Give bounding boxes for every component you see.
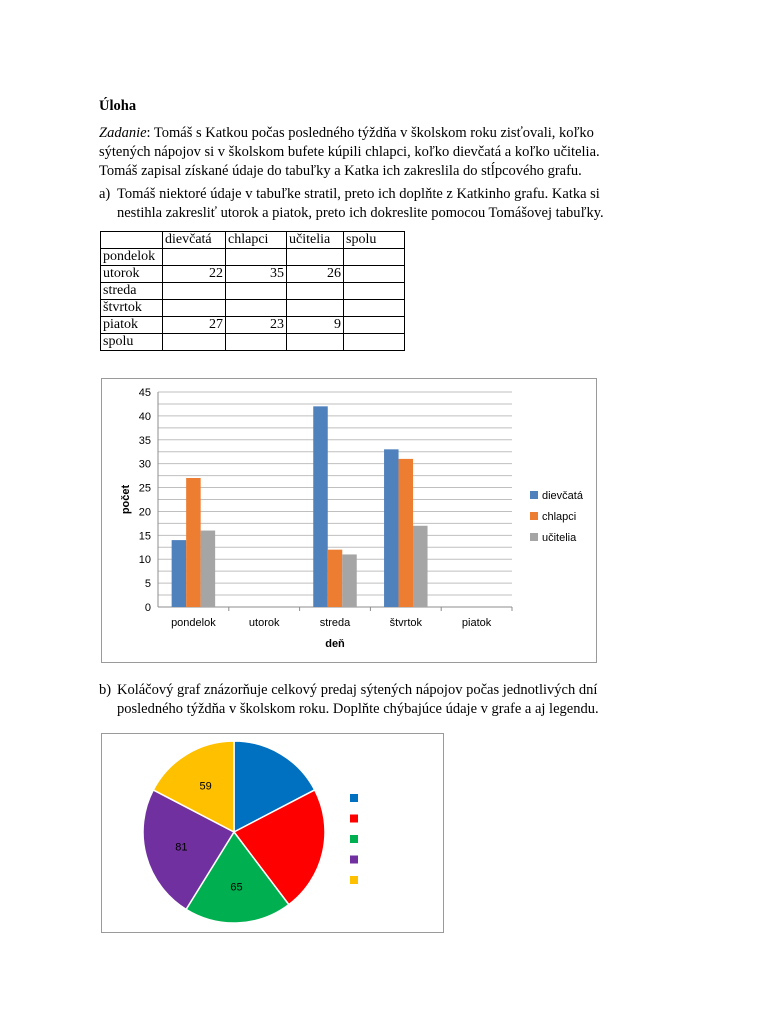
data-table — [100, 231, 405, 351]
bar — [384, 449, 399, 607]
table-header-row — [101, 232, 405, 249]
table-cell[interactable] — [344, 334, 405, 351]
table-cell[interactable] — [344, 317, 405, 334]
legend-label: učitelia — [542, 532, 577, 544]
intro-line-2: sýtených nápojov si v školskom bufete kúpili chlapci, koľko dievčatá a koľko učitelia. — [99, 144, 600, 160]
bar — [413, 526, 428, 607]
x-tick-label: streda — [319, 617, 351, 629]
table-row — [101, 317, 405, 334]
table-row — [101, 334, 405, 351]
table-row-label: pondelok — [101, 249, 163, 266]
table-cell[interactable] — [287, 334, 344, 351]
table-header-cell: učitelia — [287, 232, 344, 249]
y-tick-label: 25 — [138, 482, 151, 495]
task-title: Úloha — [99, 98, 137, 114]
intro-line-1: Zadanie: Tomáš s Katkou počas posledného týždňa v školskom roku zisťovali, koľko — [99, 125, 594, 141]
pie-data-label: 81 — [175, 841, 188, 854]
task-a-line-1: Tomáš niektoré údaje v tabuľke stratil, preto ich doplňte z Katkinho grafu. Katka si — [117, 186, 600, 202]
y-tick-label: 45 — [138, 387, 151, 399]
table-cell[interactable] — [287, 300, 344, 317]
bar — [342, 554, 357, 607]
bar — [399, 459, 414, 607]
pie-chart — [102, 734, 443, 932]
table-row — [101, 283, 405, 300]
x-tick-label: utorok — [248, 617, 280, 629]
pie-data-label: 65 — [230, 881, 243, 894]
table-cell[interactable] — [226, 283, 287, 300]
task-a-text — [117, 185, 657, 223]
table-cell[interactable] — [226, 249, 287, 266]
bar-chart-frame — [101, 378, 597, 663]
x-axis-title: deň — [325, 638, 345, 650]
table-cell[interactable]: 27 — [163, 317, 226, 334]
pie-chart-frame — [101, 733, 444, 933]
legend-label: dievčatá — [542, 490, 583, 502]
table-cell[interactable]: 35 — [226, 266, 287, 283]
table-cell[interactable] — [226, 334, 287, 351]
legend-label: chlapci — [542, 511, 577, 523]
bar — [172, 540, 187, 607]
bar-chart — [102, 379, 596, 662]
table-cell[interactable] — [344, 300, 405, 317]
bar — [201, 531, 216, 607]
table-cell[interactable] — [287, 283, 344, 300]
task-b-marker: b) — [99, 682, 112, 698]
legend-swatch — [350, 794, 358, 802]
table-cell[interactable] — [344, 266, 405, 283]
table-header-cell: dievčatá — [163, 232, 226, 249]
y-axis-title: počet — [120, 484, 132, 515]
table-row — [101, 266, 405, 283]
task-b-text — [117, 681, 657, 719]
legend-swatch — [530, 491, 538, 499]
y-tick-label: 10 — [138, 554, 151, 567]
bar — [186, 478, 201, 607]
table-header-cell: spolu — [344, 232, 405, 249]
table-cell[interactable]: 9 — [287, 317, 344, 334]
table-row-label: streda — [101, 283, 163, 300]
y-tick-label: 5 — [144, 578, 151, 591]
table-cell[interactable] — [344, 249, 405, 266]
intro-label: Zadanie — [99, 125, 147, 141]
table-header-cell: chlapci — [226, 232, 287, 249]
y-tick-label: 15 — [138, 530, 151, 543]
legend-swatch — [530, 512, 538, 520]
table-row — [101, 300, 405, 317]
table-cell[interactable] — [226, 300, 287, 317]
table-cell[interactable]: 26 — [287, 266, 344, 283]
task-a-line-2: nestihla zakresliť utorok a piatok, preto ich dokreslite pomocou Tomášovej tabuľky. — [117, 205, 604, 221]
y-tick-label: 0 — [144, 602, 151, 614]
task-b-line-1: Koláčový graf znázorňuje celkový predaj sýtených nápojov počas jednotlivých dní — [117, 682, 598, 698]
bar — [313, 406, 328, 607]
table-cell[interactable] — [163, 283, 226, 300]
pie-data-label: 59 — [199, 780, 212, 793]
table-cell[interactable]: 23 — [226, 317, 287, 334]
legend-swatch — [530, 533, 538, 541]
table-cell[interactable] — [287, 249, 344, 266]
table-row-label: utorok — [101, 266, 163, 283]
y-tick-label: 35 — [138, 434, 151, 447]
task-b-line-2: posledného týždňa v školskom roku. Doplňte chýbajúce údaje v grafe a aj legendu. — [117, 701, 599, 717]
x-tick-label: piatok — [461, 617, 492, 629]
table-row — [101, 249, 405, 266]
table-cell[interactable] — [344, 283, 405, 300]
table-cell[interactable]: 22 — [163, 266, 226, 283]
table-row-label: štvrtok — [101, 300, 163, 317]
table-header-cell — [101, 232, 163, 249]
y-tick-label: 30 — [138, 458, 151, 471]
legend-swatch — [350, 856, 358, 864]
y-tick-label: 40 — [138, 410, 151, 423]
bar — [328, 550, 343, 607]
x-tick-label: štvrtok — [389, 617, 423, 629]
table-row-label: piatok — [101, 317, 163, 334]
legend-swatch — [350, 876, 358, 884]
table-row-label: spolu — [101, 334, 163, 351]
legend-swatch — [350, 815, 358, 823]
table-cell[interactable] — [163, 334, 226, 351]
intro-line-3: Tomáš zapisal získané údaje do tabuľky a Katka ich zakreslila do stĺpcového grafu. — [99, 163, 582, 179]
legend-swatch — [350, 835, 358, 843]
intro-paragraph — [99, 124, 659, 181]
task-a-marker: a) — [99, 186, 111, 202]
table-cell[interactable] — [163, 300, 226, 317]
y-tick-label: 20 — [138, 506, 151, 519]
table-cell[interactable] — [163, 249, 226, 266]
x-tick-label: pondelok — [171, 617, 216, 629]
